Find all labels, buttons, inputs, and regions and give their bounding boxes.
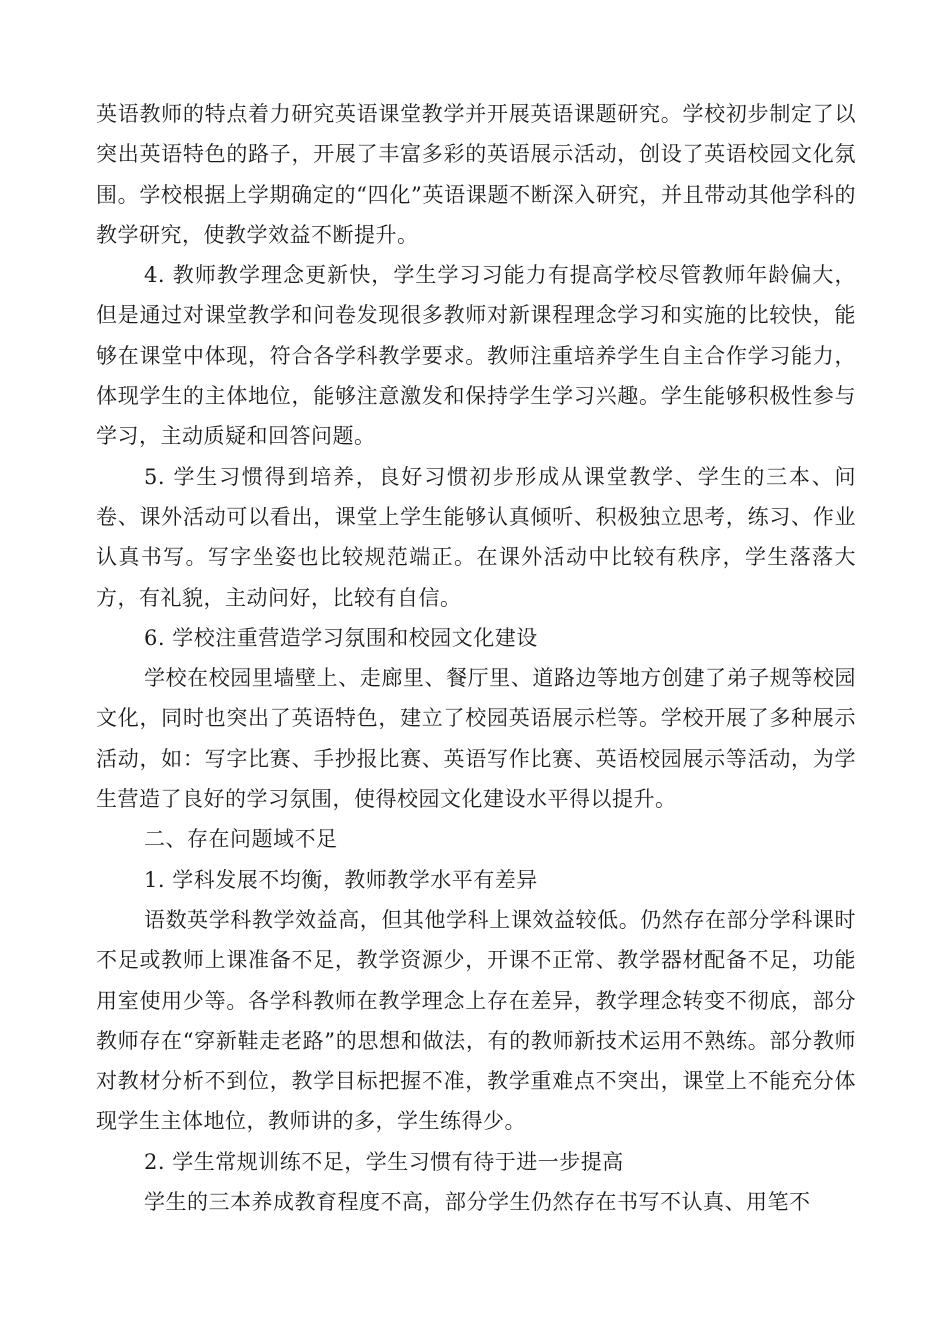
paragraph-campus-culture: 学校在校园里墙壁上、走廊里、餐厅里、道路边等地方创建了弟子规等校园文化，同时也突出了英语特色，建立了校园英语展示栏等。学校开展了多种展示活动，如：写字比赛、手抄报比赛、英语写作比赛、英语校园展示等活动，为学生营造了良好的学习氛围，使得校园文化建设水平得以提升。 bbox=[96, 666, 856, 812]
paragraph-student-habits: 5. 学生习惯得到培养，良好习惯初步形成从课堂教学、学生的三本、问卷、课外活动可以看出，课堂上学生能够认真倾听、积极独立思考，练习、作业认真书写。写字坐姿也比较规范端正。在课外活动中比较有秩序，学生落落大方，有礼貌，主动问好，比较有自信。 bbox=[96, 464, 856, 610]
heading-subject-imbalance: 1. 学科发展不均衡，教师教学水平有差异 bbox=[144, 867, 538, 892]
paragraph-teaching-concepts: 4. 教师教学理念更新快，学生学习习能力有提高学校尽管教师年龄偏大，但是通过对课堂教学和问卷发现很多教师对新课程理念学习和实施的比较快，能够在课堂中体现，符合各学科教学要求。教师注重培养学生自主合作学习能力，体现学生的主体地位，能够注意激发和保持学生学习兴趣。学生能够积极性参与学习，主动质疑和回答问题。 bbox=[96, 263, 856, 449]
heading-campus-culture: 6. 学校注重营造学习氛围和校园文化建设 bbox=[144, 625, 538, 650]
document-page bbox=[96, 94, 856, 1222]
paragraph-student-routine: 学生的三本养成教育程度不高，部分学生仍然存在书写不认真、用笔不 bbox=[144, 1190, 811, 1215]
paragraph-english-research: 英语教师的特点着力研究英语课堂教学并开展英语课题研究。学校初步制定了以突出英语特色的路子，开展了丰富多彩的英语展示活动，创设了英语校园文化氛围。学校根据上学期确定的“四化”英语课题不断深入研究，并且带动其他学科的教学研究，使教学效益不断提升。 bbox=[96, 102, 856, 247]
heading-student-routine: 2. 学生常规训练不足，学生习惯有待于进一步提高 bbox=[144, 1149, 624, 1174]
paragraph-subject-imbalance: 语数英学科教学效益高，但其他学科上课效益较低。仍然存在部分学科课时不足或教师上课准备不足，教学资源少，开课不正常、教学器材配备不足，功能用室使用少等。各学科教师在教学理念上存在差异，教学理念转变不彻底，部分教师存在“穿新鞋走老路”的思想和做法，有的教师新技术运用不熟练。部分教师对教材分析不到位，教学目标把握不准，教学重难点不突出，课堂上不能充分体现学生主体地位，教师讲的多，学生练得少。 bbox=[96, 907, 856, 1134]
section-heading-problems: 二、存在问题域不足 bbox=[144, 827, 338, 852]
